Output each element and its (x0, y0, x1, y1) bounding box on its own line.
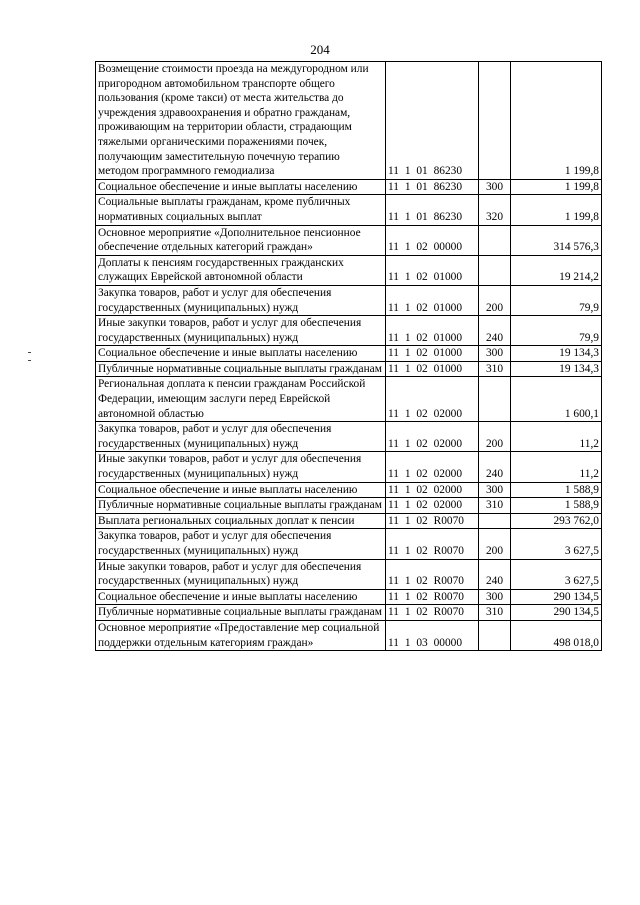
expense-type-cell (479, 255, 511, 285)
target-article-cell: 11 1 03 00000 (386, 620, 479, 650)
target-article-cell: 11 1 02 02000 (386, 422, 479, 452)
expense-type-cell (479, 225, 511, 255)
amount-cell: 1 600,1 (511, 377, 602, 422)
target-article-cell: 11 1 02 R0070 (386, 559, 479, 589)
expense-name-cell: Социальное обеспечение и иные выплаты населению (96, 482, 386, 498)
table-row (96, 620, 602, 650)
expense-name-cell: Основное мероприятие «Предоставление мер социальной поддержки отдельным категориям граждан» (96, 620, 386, 650)
expense-name-cell: Иные закупки товаров, работ и услуг для обеспечения государственных (муниципальных) нужд (96, 559, 386, 589)
table-row (96, 529, 602, 559)
expense-name-cell: Возмещение стоимости проезда на междугородном или пригородном автомобильном транспорте общего пользования (кроме такси) от места жительства до учреждения здравоохранения и обратно гражданам, проживающим на территории области, страдающим тяжелыми органическими поражениями почек, получающим заместительную почечную терапию методом программного гемодиализа (96, 62, 386, 180)
table-row (96, 361, 602, 377)
table-row (96, 179, 602, 195)
table-row (96, 498, 602, 514)
expense-name-cell: Социальное обеспечение и иные выплаты населению (96, 589, 386, 605)
amount-cell: 1 199,8 (511, 62, 602, 180)
table-row (96, 422, 602, 452)
target-article-cell: 11 1 02 01000 (386, 285, 479, 315)
expense-name-cell: Иные закупки товаров, работ и услуг для обеспечения государственных (муниципальных) нужд (96, 316, 386, 346)
expense-type-cell: 240 (479, 452, 511, 482)
expense-type-cell: 310 (479, 498, 511, 514)
budget-table (95, 61, 602, 651)
amount-cell: 3 627,5 (511, 529, 602, 559)
table-row (96, 62, 602, 180)
table-row (96, 559, 602, 589)
amount-cell: 314 576,3 (511, 225, 602, 255)
amount-cell: 290 134,5 (511, 589, 602, 605)
amount-cell: 290 134,5 (511, 605, 602, 621)
target-article-cell: 11 1 01 86230 (386, 62, 479, 180)
target-article-cell: 11 1 02 01000 (386, 316, 479, 346)
margin-mark (28, 352, 31, 353)
expense-type-cell: 200 (479, 529, 511, 559)
target-article-cell: 11 1 02 02000 (386, 377, 479, 422)
expense-name-cell: Публичные нормативные социальные выплаты гражданам (96, 498, 386, 514)
page-number: 204 (310, 42, 330, 57)
expense-name-cell: Публичные нормативные социальные выплаты гражданам (96, 605, 386, 621)
expense-type-cell (479, 62, 511, 180)
target-article-cell: 11 1 02 R0070 (386, 605, 479, 621)
expense-name-cell: Публичные нормативные социальные выплаты гражданам (96, 361, 386, 377)
expense-type-cell: 300 (479, 179, 511, 195)
table-row (96, 452, 602, 482)
target-article-cell: 11 1 02 R0070 (386, 589, 479, 605)
target-article-cell: 11 1 02 R0070 (386, 529, 479, 559)
target-article-cell: 11 1 02 02000 (386, 482, 479, 498)
target-article-cell: 11 1 01 86230 (386, 179, 479, 195)
amount-cell: 79,9 (511, 285, 602, 315)
table-row (96, 195, 602, 225)
target-article-cell: 11 1 02 01000 (386, 346, 479, 362)
target-article-cell: 11 1 02 01000 (386, 361, 479, 377)
target-article-cell: 11 1 01 86230 (386, 195, 479, 225)
expense-type-cell (479, 620, 511, 650)
expense-name-cell: Социальное обеспечение и иные выплаты населению (96, 346, 386, 362)
amount-cell: 11,2 (511, 452, 602, 482)
table-row (96, 482, 602, 498)
expense-type-cell: 300 (479, 589, 511, 605)
table-row (96, 285, 602, 315)
target-article-cell: 11 1 02 R0070 (386, 513, 479, 529)
expense-name-cell: Выплата региональных социальных доплат к пенсии (96, 513, 386, 529)
table-row (96, 316, 602, 346)
expense-type-cell: 310 (479, 605, 511, 621)
expense-name-cell: Закупка товаров, работ и услуг для обеспечения государственных (муниципальных) нужд (96, 422, 386, 452)
target-article-cell: 11 1 02 02000 (386, 498, 479, 514)
expense-name-cell: Иные закупки товаров, работ и услуг для обеспечения государственных (муниципальных) нужд (96, 452, 386, 482)
amount-cell: 79,9 (511, 316, 602, 346)
target-article-cell: 11 1 02 00000 (386, 225, 479, 255)
amount-cell: 19 214,2 (511, 255, 602, 285)
amount-cell: 293 762,0 (511, 513, 602, 529)
table-row (96, 377, 602, 422)
amount-cell: 498 018,0 (511, 620, 602, 650)
expense-name-cell: Региональная доплата к пенсии гражданам Российской Федерации, имеющим заслуги перед Еврейской автономной областью (96, 377, 386, 422)
expense-type-cell: 200 (479, 422, 511, 452)
target-article-cell: 11 1 02 02000 (386, 452, 479, 482)
amount-cell: 11,2 (511, 422, 602, 452)
amount-cell: 1 588,9 (511, 498, 602, 514)
expense-name-cell: Закупка товаров, работ и услуг для обеспечения государственных (муниципальных) нужд (96, 285, 386, 315)
expense-type-cell: 240 (479, 316, 511, 346)
table-row (96, 513, 602, 529)
expense-name-cell: Социальные выплаты гражданам, кроме публичных нормативных социальных выплат (96, 195, 386, 225)
target-article-cell: 11 1 02 01000 (386, 255, 479, 285)
expense-type-cell: 320 (479, 195, 511, 225)
table-row (96, 589, 602, 605)
amount-cell: 1 199,8 (511, 195, 602, 225)
budget-table-body (96, 62, 602, 651)
amount-cell: 1 588,9 (511, 482, 602, 498)
expense-type-cell: 300 (479, 346, 511, 362)
margin-mark (28, 360, 31, 361)
expense-type-cell: 300 (479, 482, 511, 498)
expense-name-cell: Основное мероприятие «Дополнительное пенсионное обеспечение отдельных категорий граждан» (96, 225, 386, 255)
expense-type-cell (479, 377, 511, 422)
table-row (96, 255, 602, 285)
table-row (96, 225, 602, 255)
expense-type-cell: 240 (479, 559, 511, 589)
amount-cell: 1 199,8 (511, 179, 602, 195)
table-row (96, 605, 602, 621)
table-row (96, 346, 602, 362)
expense-name-cell: Доплаты к пенсиям государственных гражданских служащих Еврейской автономной области (96, 255, 386, 285)
expense-type-cell: 310 (479, 361, 511, 377)
expense-name-cell: Социальное обеспечение и иные выплаты населению (96, 179, 386, 195)
amount-cell: 19 134,3 (511, 361, 602, 377)
amount-cell: 19 134,3 (511, 346, 602, 362)
expense-name-cell: Закупка товаров, работ и услуг для обеспечения государственных (муниципальных) нужд (96, 529, 386, 559)
expense-type-cell (479, 513, 511, 529)
expense-type-cell: 200 (479, 285, 511, 315)
amount-cell: 3 627,5 (511, 559, 602, 589)
